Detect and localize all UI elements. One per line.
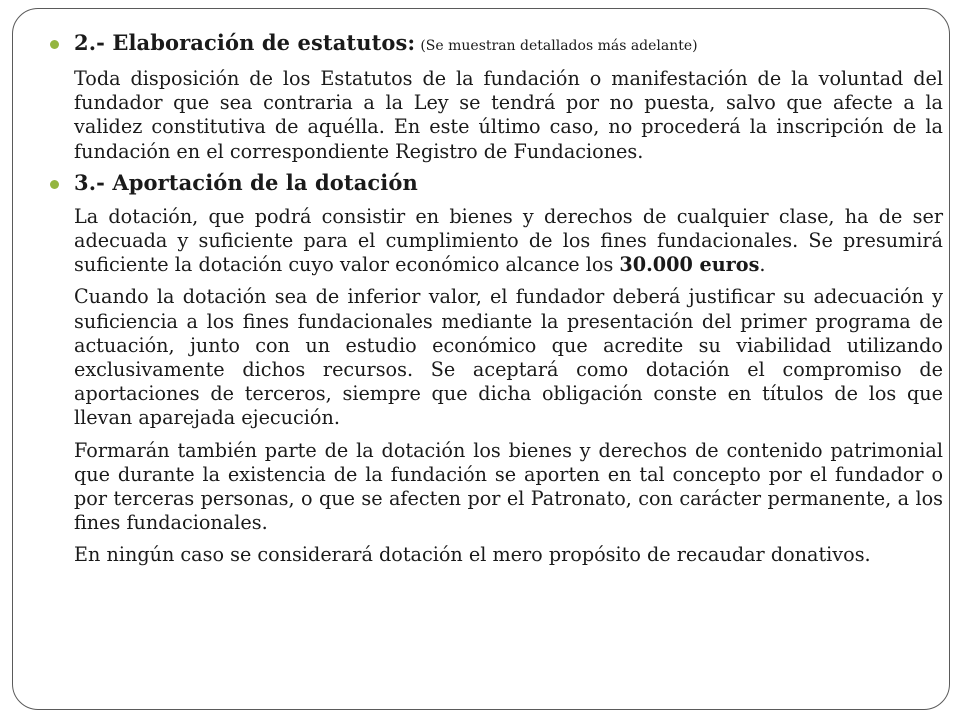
section3-paragraph-3: Formarán también parte de la dotación los bienes y derechos de contenido patrimonial que durante la existencia de la fundación se aporten en tal concepto por el fundador o por terceras personas, o que se afecten por el Patronato, con carácter permanente, a los fines fundacionales. [74, 438, 943, 535]
dotation-amount: 30.000 euros [619, 253, 760, 277]
section2-heading-row [48, 30, 943, 59]
section3-paragraph-1 [48, 205, 943, 278]
slide-content [48, 30, 943, 568]
section3-paragraph-2: Cuando la dotación sea de inferior valor, el fundador deberá justificar su adecuación y suficiencia a los fines fundacionales mediante la presentación del primer programa de actuación, junto con un estudio económico que acredite su viabilidad utilizando exclusivamente dichos recursos. Se aceptará como dotación el compromiso de aportaciones de terceros, siempre que dicha obligación conste en títulos de los que llevan aparejada ejecución. [74, 285, 943, 430]
section3-paragraph-1-text: La dotación, que podrá consistir en bienes y derechos de cualquier clase, ha de ser adecuada y suficiente para el cumplimiento de los fines fundacionales. Se presumirá suficiente la dotación cuyo valor económico alcance los [74, 204, 943, 277]
section3-paragraph-4: En ningún caso se considerará dotación el mero propósito de recaudar donativos. [74, 543, 871, 567]
section2-paragraph: Toda disposición de los Estatutos de la fundación o manifestación de la voluntad del fundador que sea contraria a la Ley se tendrá por no puesta, salvo que afecte a la validez constitutiva de aquélla. En este último caso, no procederá la inscripción de la fundación en el correspondiente Registro de Fundaciones. [74, 67, 943, 163]
section2-note: (Se muestran detallados más adelante) [420, 38, 698, 54]
section2-heading: 2.- Elaboración de estatutos: [74, 30, 416, 55]
section3-heading: 3.- Aportación de la dotación [74, 169, 418, 195]
bullet-icon [50, 40, 59, 49]
section3-paragraph-1-end: . [759, 253, 766, 277]
bullet-icon [50, 180, 59, 189]
section3-heading-row [48, 170, 943, 198]
